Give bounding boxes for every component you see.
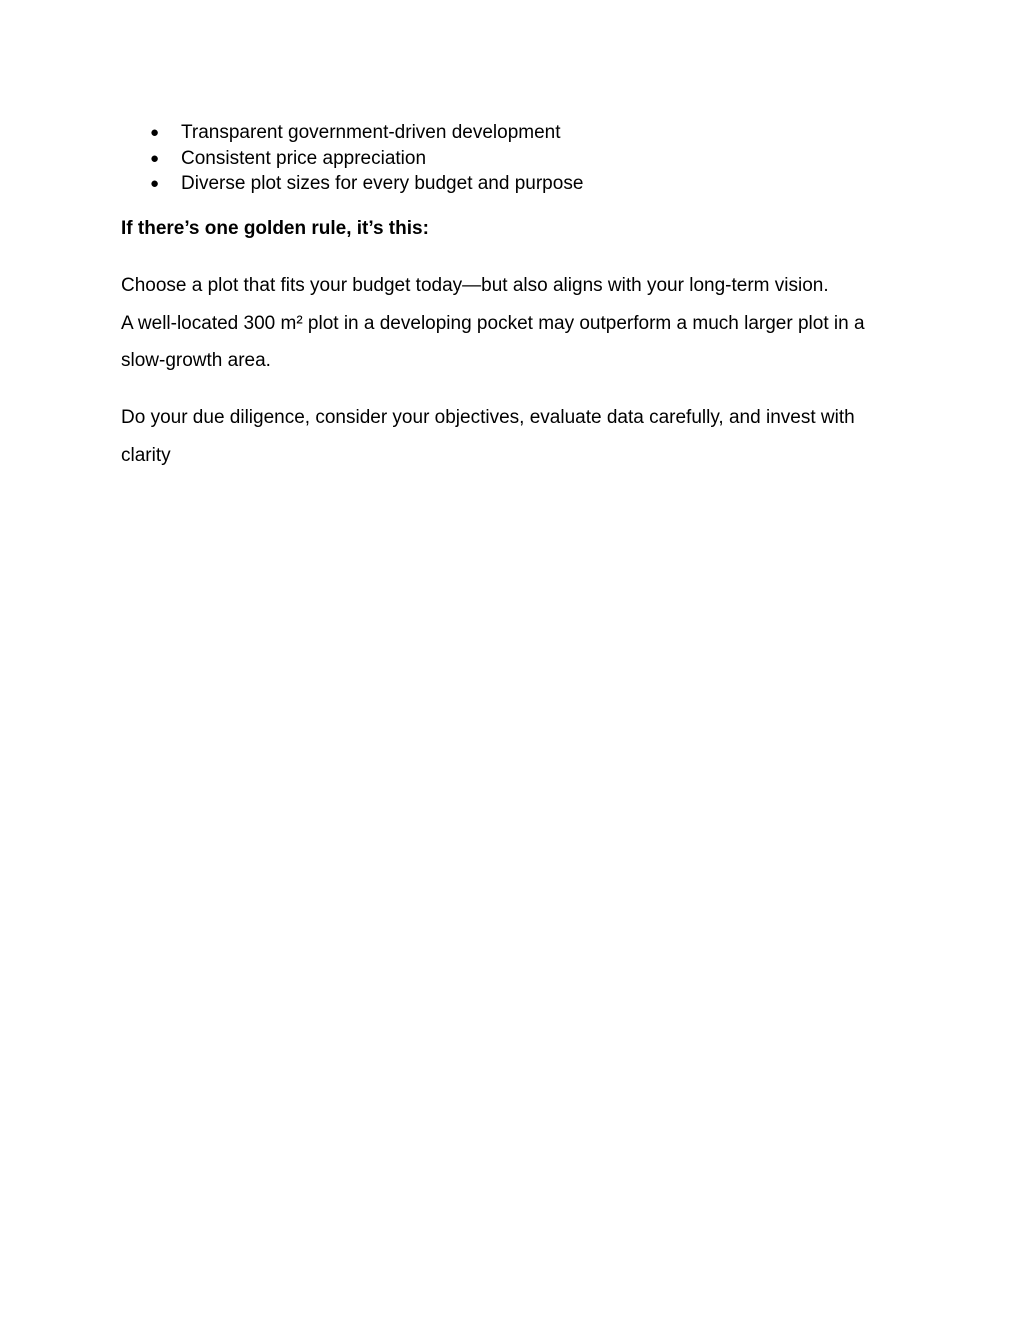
list-item-text: Transparent government-driven development [181,122,561,143]
list-item [150,146,583,172]
golden-rule-heading: If there’s one golden rule, it’s this: [121,218,429,239]
advice-line: Choose a plot that fits your budget today—but also aligns with your long-term vision. [121,275,829,296]
bullet-icon: ● [150,175,160,192]
list-item [150,171,583,197]
bullet-icon: ● [150,149,160,167]
benefits-list [150,120,583,197]
list-item-text: Consistent price appreciation [181,147,427,169]
advice-paragraph [121,267,901,380]
advice-line: A well-located 300 m² plot in a developing pocket may outperform a much larger plot in a slow-growth area. [121,312,865,371]
list-item [150,120,583,146]
list-item-text: Diverse plot sizes for every budget and purpose [181,173,584,194]
closing-paragraph: Do your due diligence, consider your objectives, evaluate data carefully, and invest with clarity [121,407,855,466]
bullet-icon: ● [150,124,160,141]
